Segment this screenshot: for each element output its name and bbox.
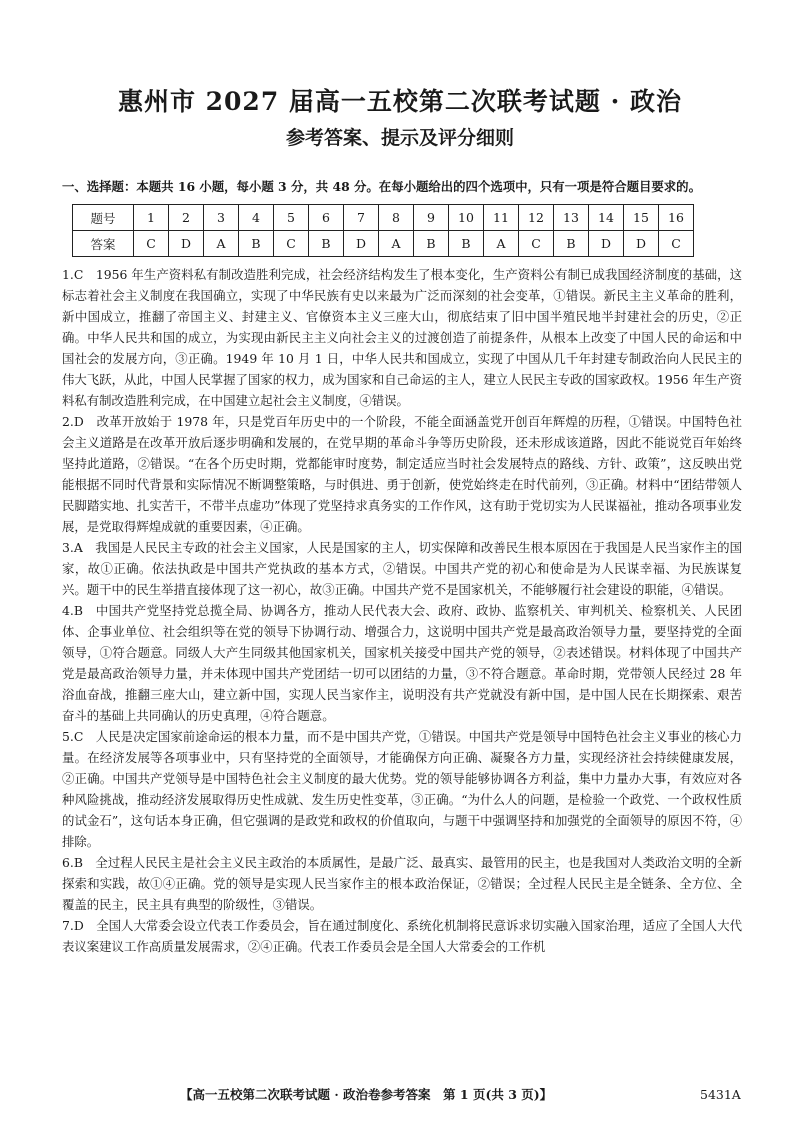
explanation-text: 我国是人民民主专政的社会主义国家，人民是国家的主人，切实保障和改善民生根本原因在于我国是人民当家作主的国家，故①正确。依法执政是中国共产党执政的基本方式，②错误。中国共产党的初心和使命是为人民谋幸福、为民族谋复兴。题干中的民生举措直接体现了这一初心，故③正确。中国共产党不是国家机关，不能够履行社会建设的职能，④错误。 bbox=[62, 540, 743, 597]
explanation-number: 2.D bbox=[62, 414, 84, 429]
explanation-item bbox=[62, 600, 742, 726]
answer-cell: A bbox=[204, 231, 239, 257]
question-number-cell: 1 bbox=[134, 205, 169, 231]
page-title: 惠州市 2027 届高一五校第二次联考试题 · 政治 bbox=[117, 87, 683, 116]
explanation-number: 7.D bbox=[62, 918, 84, 933]
answer-cell: B bbox=[309, 231, 344, 257]
question-number-cell: 10 bbox=[449, 205, 484, 231]
question-number-cell: 14 bbox=[589, 205, 624, 231]
question-number-cell: 5 bbox=[274, 205, 309, 231]
explanation-number: 5.C bbox=[62, 729, 84, 744]
answer-cell: D bbox=[169, 231, 204, 257]
explanation-item bbox=[62, 537, 742, 600]
section-1-heading: 一、选择题：本题共 16 小题，每小题 3 分，共 48 分。在每小题给出的四个选项中，只有一项是符合题目要求的。 bbox=[62, 179, 701, 194]
answer-cell: A bbox=[484, 231, 519, 257]
explanation-item bbox=[62, 726, 742, 852]
explanation-text: 全过程人民民主是社会主义民主政治的本质属性，是最广泛、最真实、最管用的民主，也是我国对人类政治文明的全新探索和实践，故①④正确。党的领导是实现人民当家作主的根本政治保证，②错误；全过程人民民主是全链条、全方位、全覆盖的民主，民主具有典型的阶级性，③错误。 bbox=[62, 855, 743, 912]
question-number-cell: 8 bbox=[379, 205, 414, 231]
explanations-body bbox=[62, 264, 742, 957]
explanation-text: 中国共产党坚持党总揽全局、协调各方，推动人民代表大会、政府、政协、监察机关、审判机关、检察机关、人民团体、企事业单位、社会组织等在党的领导下协调行动、增强合力，这说明中国共产党是最高政治领导力量，要坚持党的全面领导，①符合题意。同级人大产生同级其他国家机关，国家机关接受中国共产党的领导，②表述错误。材料体现了中国共产党是最高政治领导力量，并未体现中国共产党团结一切可以团结的力量，③不符合题意。革命时期，党带领人民经过 28 年浴血奋战，推翻三座大山，建立新中国，实现人民当家作主，说明没有共产党就没有新中国，是中国人民在长期探索、艰苦奋斗的基础上共同确认的历史真理，④符合题意。 bbox=[62, 603, 743, 723]
question-number-cell: 7 bbox=[344, 205, 379, 231]
question-number-cell: 3 bbox=[204, 205, 239, 231]
row-label-answer: 答案 bbox=[73, 231, 134, 257]
question-number-cell: 16 bbox=[659, 205, 694, 231]
answer-cell: C bbox=[519, 231, 554, 257]
answer-table bbox=[72, 204, 694, 257]
answer-cell: A bbox=[379, 231, 414, 257]
answer-cell: D bbox=[589, 231, 624, 257]
explanation-text: 人民是决定国家前途命运的根本力量，而不是中国共产党，①错误。中国共产党是领导中国特色社会主义事业的核心力量。在经济发展等各项事业中，只有坚持党的全面领导，才能确保方向正确、凝聚各方力量，实现经济社会持续健康发展，②正确。中国共产党领导是中国特色社会主义制度的最大优势。党的领导能够协调各方利益，集中力量办大事，有效应对各种风险挑战，推动经济发展取得历史性成就、发生历史性变革，③正确。“为什么人的问题，是检验一个政党、一个政权性质的试金石”，这句话本身正确，但它强调的是政党和政权的价值取向，与题干中强调坚持和加强党的全面领导的原因不符，④排除。 bbox=[62, 729, 743, 849]
question-number-cell: 15 bbox=[624, 205, 659, 231]
explanation-item bbox=[62, 411, 742, 537]
explanation-number: 3.A bbox=[62, 540, 83, 555]
question-number-cell: 12 bbox=[519, 205, 554, 231]
explanation-number: 4.B bbox=[62, 603, 83, 618]
answer-cell: B bbox=[449, 231, 484, 257]
footer-code: 5431A bbox=[700, 1087, 741, 1102]
question-number-cell: 11 bbox=[484, 205, 519, 231]
question-number-cell: 9 bbox=[414, 205, 449, 231]
answer-cell: C bbox=[274, 231, 309, 257]
explanation-item bbox=[62, 852, 742, 915]
answer-cell: B bbox=[554, 231, 589, 257]
answer-cell: D bbox=[344, 231, 379, 257]
answer-cell: B bbox=[414, 231, 449, 257]
explanation-text: 1956 年生产资料私有制改造胜利完成，社会经济结构发生了根本变化，生产资料公有制已成我国经济制度的基础，这标志着社会主义制度在我国确立，实现了中华民族有史以来最为广泛而深刻的社会变革，①错误。新民主主义革命的胜利，新中国成立，推翻了帝国主义、封建主义、官僚资本主义三座大山，彻底结束了旧中国半殖民地半封建社会的历史，②正确。中华人民共和国的成立，为实现由新民主主义向社会主义的过渡创造了前提条件，从根本上改变了中国人民的命运和中国社会的发展方向，③正确。1949 年 10 月 1 日，中华人民共和国成立，实现了中国从几千年封建专制政治向人民民主的伟大飞跃，从此，中国人民掌握了国家的权力，成为国家和自己命运的主人，建立人民民主专政的国家政权。1956 年生产资料私有制改造胜利完成，在中国建立起社会主义制度，④错误。 bbox=[62, 267, 742, 408]
question-number-row bbox=[73, 205, 694, 231]
answer-row bbox=[73, 231, 694, 257]
explanation-number: 6.B bbox=[62, 855, 83, 870]
row-label-question: 题号 bbox=[73, 205, 134, 231]
question-number-cell: 6 bbox=[309, 205, 344, 231]
question-number-cell: 2 bbox=[169, 205, 204, 231]
answer-cell: C bbox=[659, 231, 694, 257]
explanation-text: 改革开放始于 1978 年，只是党百年历史中的一个阶段，不能全面涵盖党开创百年辉煌的历程，①错误。中国特色社会主义道路是在改革开放后逐步明确和发展的，在党早期的革命斗争等历史阶段，还未形成该道路，因此不能说党百年始终坚持此道路，②错误。“在各个历史时期，党都能审时度势，制定适应当时社会发展特点的路线、方针、政策”，这反映出党能根据不同时代背景和实际情况不断调整策略，与时俱进、勇于创新，使党始终走在时代前列，③正确。材料中“团结带领人民脚踏实地、扎实苦干，不带半点虚功”体现了党坚持求真务实的工作作风，这有助于党切实为人民谋福祉，推动各项事业发展，是党取得辉煌成就的重要因素，④正确。 bbox=[62, 414, 742, 534]
question-number-cell: 4 bbox=[239, 205, 274, 231]
explanation-item bbox=[62, 264, 742, 411]
explanation-item bbox=[62, 915, 742, 957]
footer-page-info: 【高一五校第二次联考试题 · 政治卷参考答案 第 1 页(共 3 页)】 bbox=[180, 1087, 553, 1102]
page-subtitle: 参考答案、提示及评分细则 bbox=[285, 127, 514, 149]
answer-cell: D bbox=[624, 231, 659, 257]
question-number-cell: 13 bbox=[554, 205, 589, 231]
answer-cell: C bbox=[134, 231, 169, 257]
explanation-number: 1.C bbox=[62, 267, 84, 282]
explanation-text: 全国人大常委会设立代表工作委员会，旨在通过制度化、系统化机制将民意诉求切实融入国家治理，适应了全国人大代表议案建议工作高质量发展需求，②④正确。代表工作委员会是全国人大常委会的工作机 bbox=[62, 918, 743, 954]
answer-cell: B bbox=[239, 231, 274, 257]
